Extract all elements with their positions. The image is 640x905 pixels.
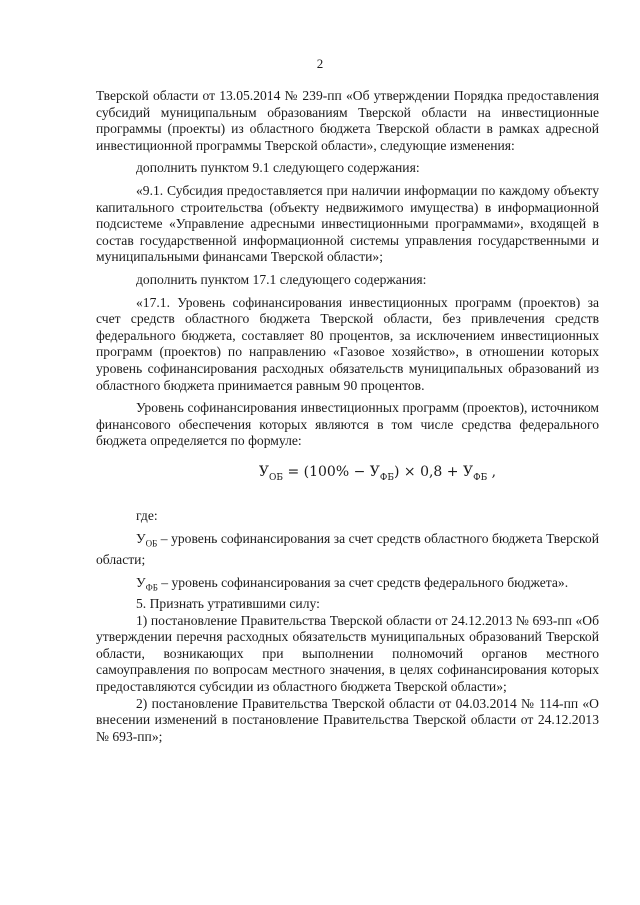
paragraph-17-1: «17.1. Уровень софинансирования инвестиционных программ (проектов) за счет средств областного бюджета Тверской области, без привлечения средств федерального бюджета, составляет 80 процентов, за исключением инвестиционных программ (проектов) по направлению «Газовое хозяйство», в отношении которых уровень софинансирования расходных обязательств муниципальных образований из областного бюджета принимается равным 90 процентов. (96, 294, 599, 393)
item-5-1: 1) постановление Правительства Тверской области от 24.12.2013 № 693-пп «Об утверждении перечня расходных обязательств муниципальных образований Тверской области, возникающих при выполнении полномочий органов местного самоуправления по вопросам местного значения, в целях софинансирования которых предоставляются субсидии из областного бюджета Тверской области»; (96, 612, 599, 695)
where-label: где: (136, 508, 158, 524)
paragraph-9-1: «9.1. Субсидия предоставляется при наличии информации по каждому объекту капитального строительства (объекту недвижимого имущества) в информационной подсистеме «Управление адресными инвестиционными программами», входящей в состав государственной информационной системы управления государственными и муниципальными финансами Тверской области»; (96, 182, 599, 265)
definition-uob: $У_{ОБ}$ – уровень софинансирования за счет средств областного бюджета Тверской области; (96, 530, 599, 568)
definition-ufb: $У_{ФБ}$ – уровень софинансирования за счет средств федерального бюджета». (136, 574, 569, 593)
item-5-2: 2) постановление Правительства Тверской области от 04.03.2014 № 114-пп «О внесении изменений в постановление Правительства Тверской области от 24.12.2013 № 693-пп»; (96, 695, 599, 744)
paragraph-formula-intro: Уровень софинансирования инвестиционных программ (проектов), источником финансового обеспечения которых являются в том числе средства федерального бюджета определяется по формуле: (96, 400, 599, 449)
item-5-heading: 5. Признать утратившими силу: (136, 596, 320, 612)
formula: $У_{ОБ} = (100\% - У_{ФБ}) \times 0,8 + У_{ФБ}$ , (258, 463, 497, 483)
paragraph-add-17-1: дополнить пунктом 17.1 следующего содержания: (136, 271, 427, 287)
paragraph-add-9-1: дополнить пунктом 9.1 следующего содержания: (136, 160, 420, 176)
document-body (96, 88, 599, 745)
paragraph-intro: Тверской области от 13.05.2014 № 239-пп «Об утверждении Порядка предоставления субсидий муниципальным образованиям Тверской области на инвестиционные программы (проекты) из областного бюджета Тверской области в рамках адресной инвестиционной программы Тверской области», следующие изменения: (96, 88, 599, 153)
page-number: 2 (316, 56, 324, 71)
